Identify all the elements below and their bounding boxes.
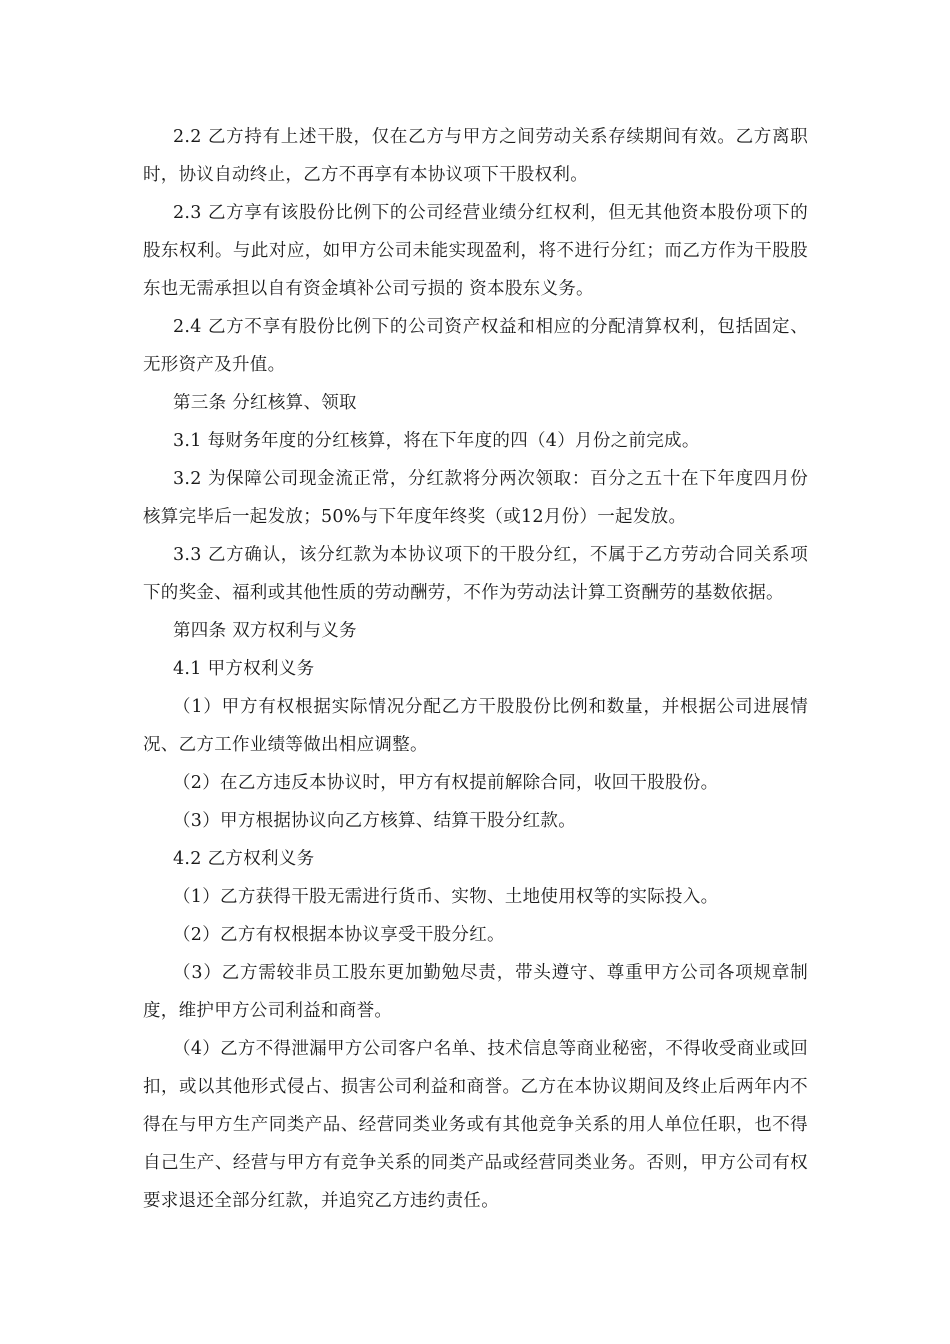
clause-4-1-item-2: （2）在乙方违反本协议时，甲方有权提前解除合同，收回干股股份。 [173, 773, 719, 793]
clause-4-1-heading: 4.1 甲方权利义务 [173, 659, 315, 679]
clause-2-3: 2.3 乙方享有该股份比例下的公司经营业绩分红权利，但无其他资本股份项下的股东权利。与此对应，如甲方公司未能实现盈利，将不进行分红；而乙方作为干股股东也无需承担以自有资金填补公司亏损的 资本股东义务。 [143, 203, 808, 299]
clause-4-2-item-3: （3）乙方需较非员工股东更加勤勉尽责，带头遵守、尊重甲方公司各项规章制度，维护甲方公司利益和商誉。 [143, 963, 808, 1021]
clause-3-3: 3.3 乙方确认，该分红款为本协议项下的干股分红，不属于乙方劳动合同关系项下的奖金、福利或其他性质的劳动酬劳，不作为劳动法计算工资酬劳的基数依据。 [143, 545, 808, 603]
clause-4-2-heading: 4.2 乙方权利义务 [173, 849, 315, 869]
clause-4-1-item-1: （1）甲方有权根据实际情况分配乙方干股股份比例和数量，并根据公司进展情况、乙方工作业绩等做出相应调整。 [143, 697, 808, 755]
article-3-heading: 第三条 分红核算、领取 [173, 393, 357, 413]
clause-2-4: 2.4 乙方不享有股份比例下的公司资产权益和相应的分配清算权利，包括固定、无形资产及升值。 [143, 317, 808, 375]
clause-4-2-item-2: （2）乙方有权根据本协议享受干股分红。 [173, 925, 505, 945]
clause-4-2-item-1: （1）乙方获得干股无需进行货币、实物、土地使用权等的实际投入。 [173, 887, 719, 907]
article-4-heading: 第四条 双方权利与义务 [173, 621, 357, 641]
clause-4-1-item-3: （3）甲方根据协议向乙方核算、结算干股分红款。 [173, 811, 577, 831]
clause-4-2-item-4: （4）乙方不得泄漏甲方公司客户名单、技术信息等商业秘密，不得收受商业或回扣，或以其他形式侵占、损害公司利益和商誉。乙方在本协议期间及终止后两年内不得在与甲方生产同类产品、经营同类业务或有其他竞争关系的用人单位任职，也不得自己生产、经营与甲方有竞争关系的同类产品或经营同类业务。否则，甲方公司有权要求退还全部分红款，并追究乙方违约责任。 [143, 1039, 808, 1211]
clause-2-2: 2.2 乙方持有上述干股，仅在乙方与甲方之间劳动关系存续期间有效。乙方离职时，协议自动终止，乙方不再享有本协议项下干股权利。 [143, 127, 808, 185]
document-body [143, 118, 808, 1220]
clause-3-2: 3.2 为保障公司现金流正常，分红款将分两次领取：百分之五十在下年度四月份核算完毕后一起发放；50%与下年度年终奖（或12月份）一起发放。 [143, 469, 808, 527]
clause-3-1: 3.1 每财务年度的分红核算，将在下年度的四（4）月份之前完成。 [173, 431, 700, 451]
